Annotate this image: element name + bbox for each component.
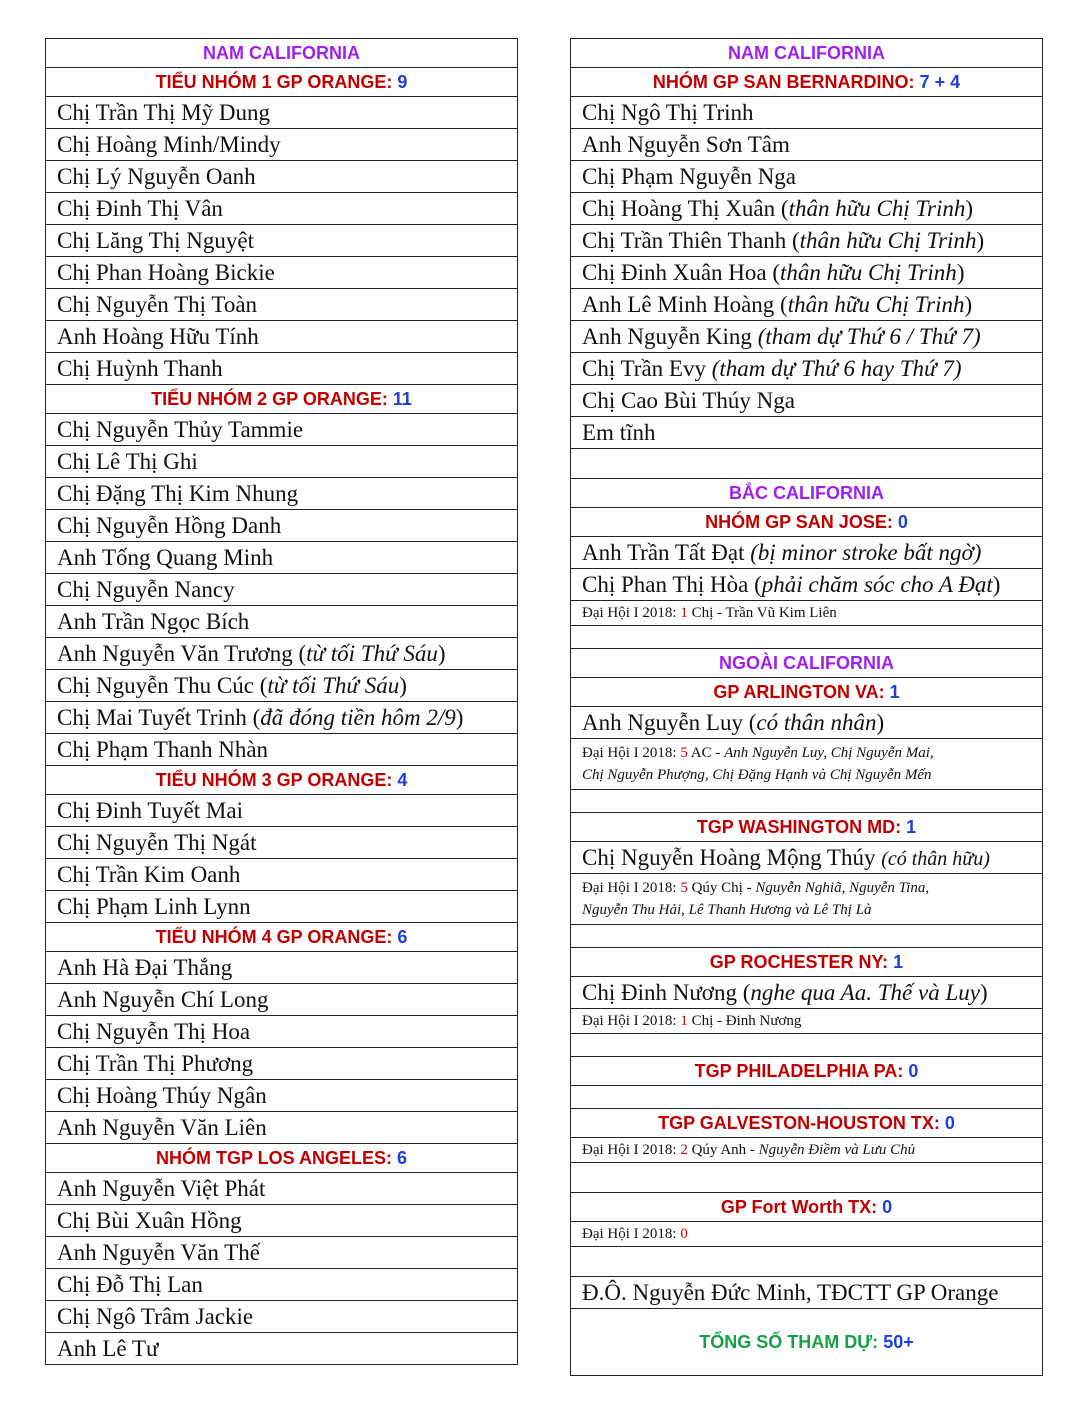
member-row: Chị Nguyễn Hoàng Mộng Thúy (có thân hữu) [571,842,1043,874]
history-note-galveston: Đại Hội I 2018: 2 Qúy Anh - Nguyễn Điềm và Lưu Chủ [571,1138,1043,1163]
group-header-san-bernardino: NHÓM GP SAN BERNARDINO: 7 + 4 [571,68,1043,97]
member-row: Chị Mai Tuyết Trinh (đã đóng tiền hôm 2/9) [46,702,518,734]
group-header-philadelphia: TGP PHILADELPHIA PA: 0 [571,1057,1043,1086]
member-row: Chị Phạm Thanh Nhàn [46,734,518,766]
member-row: Chị Nguyễn Nancy [46,574,518,606]
group-header: TIỂU NHÓM 1 GP ORANGE: 9 [46,68,518,97]
member-row: Chị Nguyễn Thị Ngát [46,827,518,859]
region-header-outside: NGOÀI CALIFORNIA [571,649,1043,678]
member-row: Anh Nguyễn King (tham dự Thứ 6 / Thứ 7) [571,321,1043,353]
group-header-rochester: GP ROCHESTER NY: 1 [571,948,1043,977]
group-header-fort-worth: GP Fort Worth TX: 0 [571,1193,1043,1222]
region-header-south: NAM CALIFORNIA [571,39,1043,68]
group-count: 4 [397,769,408,790]
left-roster-table [45,38,518,1365]
group-count: 1 [889,681,900,702]
member-row: Chị Trần Kim Oanh [46,859,518,891]
group-header: TIỂU NHÓM 2 GP ORANGE: 11 [46,385,518,414]
member-row: Anh Nguyễn Văn Thế [46,1237,518,1269]
member-row: Chị Đinh Xuân Hoa (thân hữu Chị Trinh) [571,257,1043,289]
group-header-washington: TGP WASHINGTON MD: 1 [571,813,1043,842]
group-count: 11 [392,388,412,409]
group-header: NHÓM TGP LOS ANGELES: 6 [46,1144,518,1173]
member-row: Anh Nguyễn Luy (có thân nhân) [571,707,1043,739]
member-row: Chị Hoàng Thúy Ngân [46,1080,518,1112]
member-row: Chị Trần Thiên Thanh (thân hữu Chị Trinh) [571,225,1043,257]
member-row: Chị Đinh Tuyết Mai [46,795,518,827]
member-row: Chị Lý Nguyễn Oanh [46,161,518,193]
blank-row [571,1163,1043,1193]
blank-row [571,925,1043,948]
member-row: Anh Hà Đại Thắng [46,952,518,984]
group-count: 6 [397,1147,408,1168]
group-count: 1 [893,951,904,972]
member-row: Chị Trần Thị Mỹ Dung [46,97,518,129]
history-note-washington: Đại Hội I 2018: 5 Qúy Chị - Nguyễn Nghiã, Nguyễn Tina, Nguyễn Thu Hải, Lê Thanh Hương và Lê Thị Là [571,874,1043,925]
history-note-arlington: Đại Hội I 2018: 5 AC - Anh Nguyễn Luy, Chị Nguyễn Mai, Chị Nguyễn Phượng, Chị Đặng Hạnh và Chị Nguyễn Mến [571,739,1043,790]
group-count: 0 [882,1196,893,1217]
member-row: Chị Hoàng Minh/Mindy [46,129,518,161]
history-note-rochester: Đại Hội I 2018: 1 Chị - Đinh Nương [571,1009,1043,1034]
group-header-galveston: TGP GALVESTON-HOUSTON TX: 0 [571,1109,1043,1138]
blank-row [571,1086,1043,1109]
group-header-san-jose: NHÓM GP SAN JOSE: 0 [571,508,1043,537]
blank-row [571,1034,1043,1057]
member-row: Chị Đặng Thị Kim Nhung [46,478,518,510]
member-row: Chị Nguyễn Thu Cúc (từ tối Thứ Sáu) [46,670,518,702]
group-count: 1 [906,816,917,837]
region-header-north: BẮC CALIFORNIA [571,479,1043,508]
member-row: Anh Nguyễn Việt Phát [46,1173,518,1205]
blank-row [571,790,1043,813]
group-header: TIỂU NHÓM 3 GP ORANGE: 4 [46,766,518,795]
member-row: Chị Đinh Nương (nghe qua Aa. Thế và Luy) [571,977,1043,1009]
blank-row [571,626,1043,649]
member-row: Chị Phan Thị Hòa (phải chăm sóc cho A Đạt) [571,569,1043,601]
signature-row: Đ.Ô. Nguyễn Đức Minh, TĐCTT GP Orange [571,1277,1043,1309]
group-count: 7 + 4 [919,71,961,92]
member-row: Chị Phan Hoàng Bickie [46,257,518,289]
member-row: Chị Lê Thị Ghi [46,446,518,478]
member-row: Anh Hoàng Hữu Tính [46,321,518,353]
group-count: 6 [397,926,408,947]
member-row: Chị Ngô Thị Trinh [571,97,1043,129]
group-header: TIỂU NHÓM 4 GP ORANGE: 6 [46,923,518,952]
total-attendance: TỔNG SỐ THAM DỰ: 50+ [571,1309,1043,1376]
member-row: Em tĩnh [571,417,1043,449]
group-count: 0 [908,1060,919,1081]
group-count: 9 [397,71,408,92]
blank-row [571,1247,1043,1277]
member-row: Chị Phạm Nguyễn Nga [571,161,1043,193]
member-row: Chị Nguyễn Thủy Tammie [46,414,518,446]
member-row: Chị Trần Evy (tham dự Thứ 6 hay Thứ 7) [571,353,1043,385]
member-row: Chị Trần Thị Phương [46,1048,518,1080]
member-row: Chị Nguyễn Hồng Danh [46,510,518,542]
member-row: Anh Trần Ngọc Bích [46,606,518,638]
group-count: 0 [897,511,908,532]
member-row: Anh Trần Tất Đạt (bị minor stroke bất ngờ) [571,537,1043,569]
member-row: Chị Hoàng Thị Xuân (thân hữu Chị Trinh) [571,193,1043,225]
member-row: Chị Lăng Thị Nguyệt [46,225,518,257]
history-note-san-jose: Đại Hội I 2018: 1 Chị - Trần Vũ Kim Liên [571,601,1043,626]
member-row: Anh Nguyễn Văn Liên [46,1112,518,1144]
blank-row [571,449,1043,479]
member-row: Chị Ngô Trâm Jackie [46,1301,518,1333]
member-row: Anh Nguyễn Văn Trương (từ tối Thứ Sáu) [46,638,518,670]
group-header-arlington: GP ARLINGTON VA: 1 [571,678,1043,707]
region-header-south: NAM CALIFORNIA [46,39,518,68]
member-row: Chị Nguyễn Thị Toàn [46,289,518,321]
member-row: Chị Đỗ Thị Lan [46,1269,518,1301]
member-row: Anh Nguyễn Chí Long [46,984,518,1016]
history-note-fort-worth: Đại Hội I 2018: 0 [571,1222,1043,1247]
member-row: Anh Tống Quang Minh [46,542,518,574]
member-row: Anh Lê Tư [46,1333,518,1365]
member-row: Chị Đinh Thị Vân [46,193,518,225]
member-row: Chị Phạm Linh Lynn [46,891,518,923]
member-row: Chị Huỳnh Thanh [46,353,518,385]
member-row: Chị Cao Bùi Thúy Nga [571,385,1043,417]
right-roster-table [570,38,1043,1376]
member-row: Chị Nguyễn Thị Hoa [46,1016,518,1048]
member-row: Anh Nguyễn Sơn Tâm [571,129,1043,161]
member-row: Chị Bùi Xuân Hồng [46,1205,518,1237]
group-count: 0 [944,1112,955,1133]
member-row: Anh Lê Minh Hoàng (thân hữu Chị Trinh) [571,289,1043,321]
